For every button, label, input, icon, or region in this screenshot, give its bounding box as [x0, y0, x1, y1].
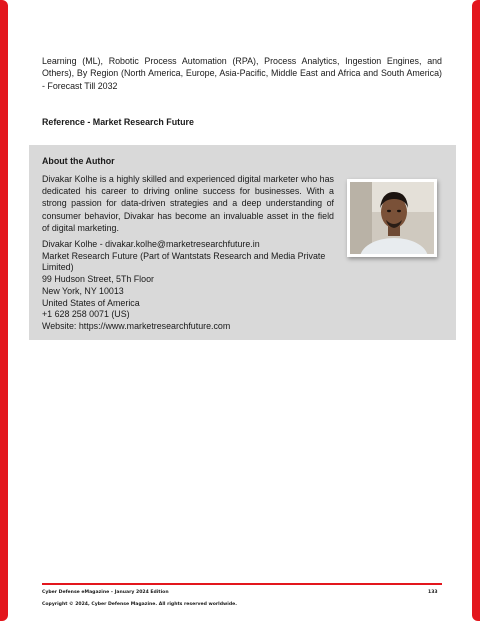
author-photo [347, 179, 437, 257]
about-author-heading: About the Author [42, 156, 115, 166]
footer-copyright: Copyright © 2024, Cyber Defense Magazine. All rights reserved worldwide. [42, 602, 237, 607]
article-intro-text: Learning (ML), Robotic Process Automation (RPA), Process Analytics, Ingestion Engines, and Others), By Region (North America, Europe, Asia-Pacific, Middle East and Africa and South America) - Forecast Till 2032 [42, 56, 442, 91]
footer-divider [42, 583, 442, 585]
reference-line: Reference - Market Research Future [42, 117, 194, 127]
author-contact-line: Market Research Future (Part of Wantstats Research and Media Private [42, 250, 326, 261]
left-red-border [0, 0, 8, 621]
about-author-box [29, 145, 456, 340]
author-contact-line: +1 628 258 0071 (US) [42, 309, 130, 320]
author-portrait-icon [350, 182, 434, 254]
right-red-border [472, 0, 480, 621]
author-bio: Divakar Kolhe is a highly skilled and experienced digital marketer who has dedicated his career to driving online success for businesses. With a strong passion for data-driven strategies and a deep understanding of consumer behavior, Divakar has become an invaluable asset in the field of digital marketing. [42, 174, 334, 233]
author-contact-line: Limited) [42, 262, 74, 273]
footer-edition: Cyber Defense eMagazine – January 2024 Edition [42, 590, 169, 595]
page-number: 133 [428, 590, 438, 595]
author-contact-line: Divakar Kolhe - divakar.kolhe@marketresearchfuture.in [42, 239, 260, 249]
author-contact-line: New York, NY 10013 [42, 285, 124, 296]
author-contact-block [42, 239, 342, 333]
author-contact-line: 99 Hudson Street, 5Th Floor [42, 274, 154, 285]
author-contact-line: Website: https://www.marketresearchfuture.com [42, 320, 231, 331]
author-contact-line: United States of America [42, 297, 140, 308]
